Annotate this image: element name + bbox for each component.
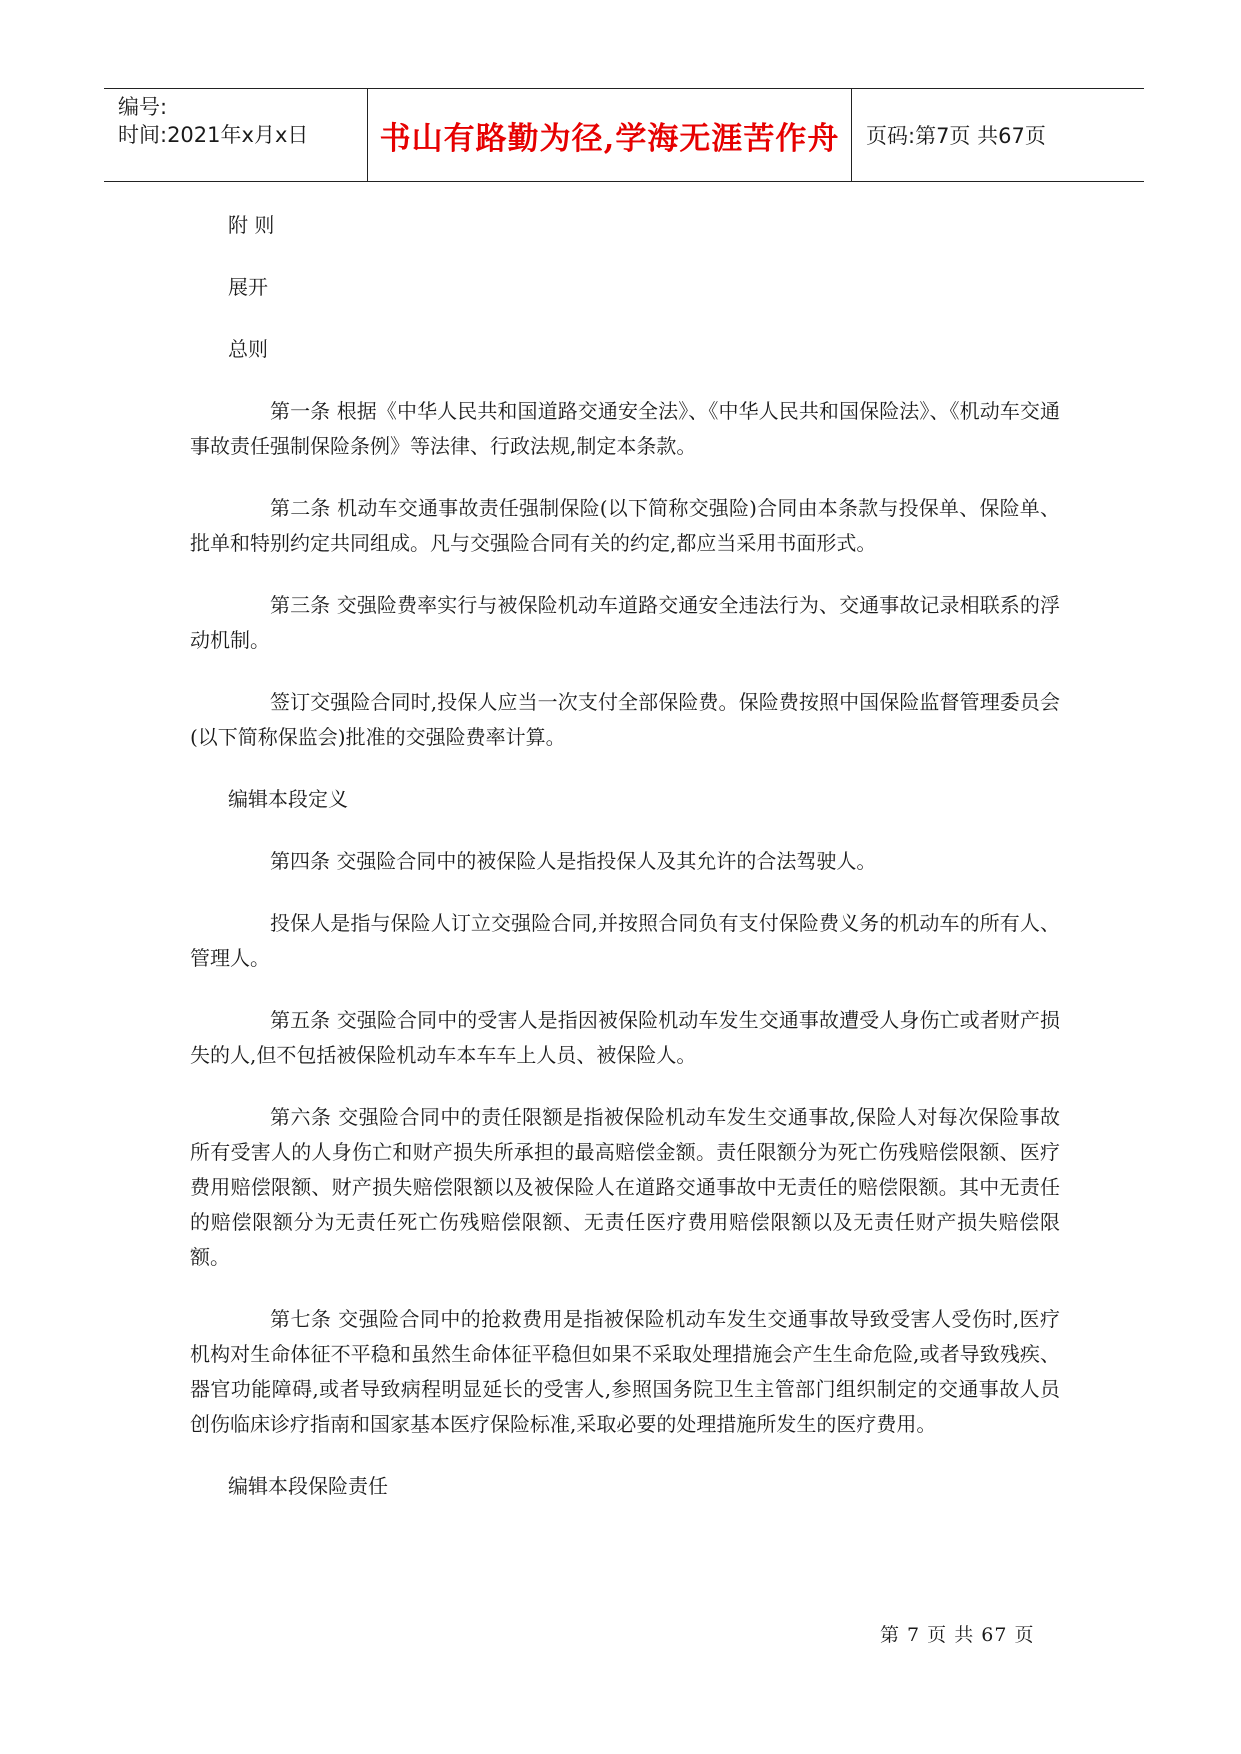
section-heading: 总则 [228,337,268,361]
body-paragraph: 第五条 交强险合同中的受害人是指因被保险机动车发生交通事故遭受人身伤亡或者财产损失的人,但不包括被保险机动车本车车上人员、被保险人。 [190,1008,1060,1067]
section-heading: 编辑本段定义 [228,787,348,811]
section-heading: 展开 [228,275,268,299]
document-body [190,208,1060,1531]
body-paragraph: 第四条 交强险合同中的被保险人是指投保人及其允许的合法驾驶人。 [270,849,877,873]
document-time-label: 时间:2021年x月x日 [118,123,309,147]
page-header [104,88,1144,182]
section-heading: 附 则 [228,213,275,237]
header-motto: 书山有路勤为径,学海无涯苦作舟 [368,89,852,181]
body-paragraph: 签订交强险合同时,投保人应当一次支付全部保险费。保险费按照中国保险监督管理委员会(以下简称保监会)批准的交强险费率计算。 [190,690,1060,749]
header-meta [104,89,368,181]
body-paragraph: 第六条 交强险合同中的责任限额是指被保险机动车发生交通事故,保险人对每次保险事故所有受害人的人身伤亡和财产损失所承担的最高赔偿金额。责任限额分为死亡伤残赔偿限额、医疗费用赔偿限额、财产损失赔偿限额以及被保险人在道路交通事故中无责任的赔偿限额。其中无责任的赔偿限额分为无责任死亡伤残赔偿限额、无责任医疗费用赔偿限额以及无责任财产损失赔偿限额。 [190,1105,1060,1269]
body-paragraph: 第二条 机动车交通事故责任强制保险(以下简称交强险)合同由本条款与投保单、保险单、批单和特别约定共同组成。凡与交强险合同有关的约定,都应当采用书面形式。 [190,496,1060,555]
document-number-label: 编号: [118,95,168,119]
page-footer-number: 第 7 页 共 67 页 [880,1624,1035,1646]
body-paragraph: 第七条 交强险合同中的抢救费用是指被保险机动车发生交通事故导致受害人受伤时,医疗机构对生命体征不平稳和虽然生命体征平稳但如果不采取处理措施会产生生命危险,或者导致残疾、器官功能障碍,或者导致病程明显延长的受害人,参照国务院卫生主管部门组织制定的交通事故人员创伤临床诊疗指南和国家基本医疗保险标准,采取必要的处理措施所发生的医疗费用。 [190,1307,1060,1436]
body-paragraph: 第三条 交强险费率实行与被保险机动车道路交通安全违法行为、交通事故记录相联系的浮动机制。 [190,593,1060,652]
header-page-code: 页码:第7页 共67页 [866,124,1046,148]
body-paragraph: 第一条 根据《中华人民共和国道路交通安全法》、《中华人民共和国保险法》、《机动车交通事故责任强制保险条例》等法律、行政法规,制定本条款。 [190,399,1060,458]
section-heading: 编辑本段保险责任 [228,1474,388,1498]
body-paragraph: 投保人是指与保险人订立交强险合同,并按照合同负有支付保险费义务的机动车的所有人、管理人。 [190,911,1060,970]
